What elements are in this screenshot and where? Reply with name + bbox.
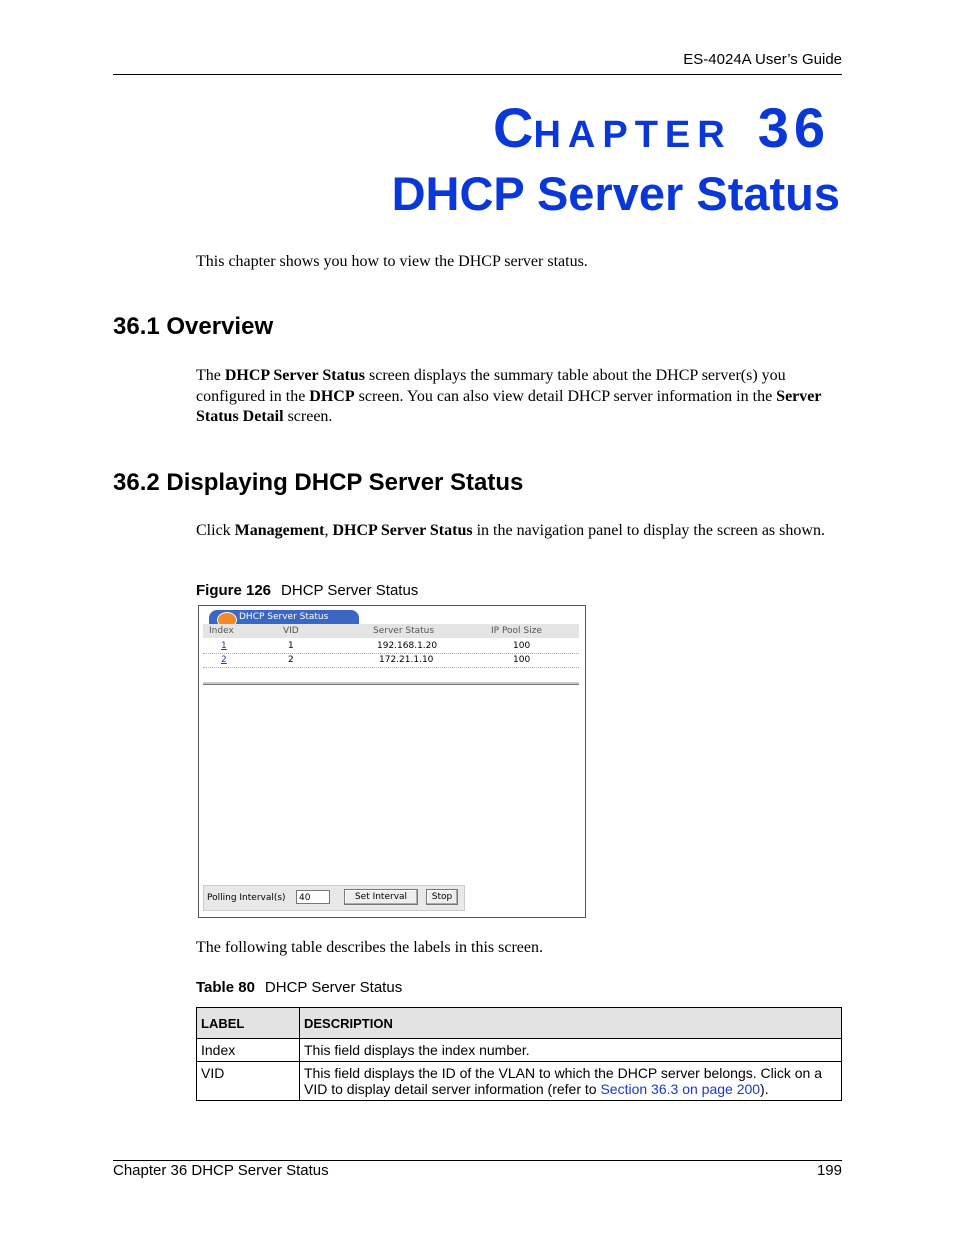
- server-status-value: 192.168.1.20: [377, 641, 438, 651]
- vid-value: 2: [288, 655, 294, 665]
- following-text: The following table describes the labels in this screen.: [196, 939, 544, 956]
- description-column-header: DESCRIPTION: [300, 1008, 842, 1039]
- label-column-header: LABEL: [197, 1008, 300, 1039]
- table-divider: [203, 682, 579, 685]
- section-cross-reference-link[interactable]: Section 36.3 on page 200: [600, 1081, 761, 1097]
- row-label: Index: [197, 1039, 300, 1062]
- footer-rule: [113, 1160, 842, 1161]
- table-header-row: [197, 1008, 842, 1039]
- chapter-number: 36: [757, 96, 830, 159]
- chapter-number-heading: [493, 95, 830, 160]
- table-caption: Table 80 DHCP Server Status: [196, 979, 403, 996]
- overview-paragraph: The DHCP Server Status screen displays the summary table about the DHCP server(s) you configured in the DHCP screen. You can also view detail DHCP server information in the Server Status Detail screen.: [196, 367, 822, 425]
- screen-tab[interactable]: [209, 610, 359, 624]
- table-row: [203, 653, 579, 668]
- col-server-status: Server Status: [373, 626, 435, 636]
- chapter-title: DHCP Server Status: [391, 167, 840, 220]
- col-vid: VID: [283, 626, 299, 636]
- polling-bar: [203, 885, 465, 911]
- vid-value: 1: [288, 641, 294, 651]
- set-interval-button[interactable]: Set Interval: [344, 889, 418, 905]
- table-row: [203, 639, 579, 654]
- index-link[interactable]: 1: [221, 641, 227, 651]
- chapter-word-rest: HAPTER: [533, 114, 732, 156]
- section-displaying-heading: 36.2 Displaying DHCP Server Status: [113, 469, 524, 496]
- polling-interval-input[interactable]: 40: [296, 890, 330, 904]
- label-description-table: [196, 1007, 842, 1101]
- status-table-header: [203, 624, 579, 638]
- section-overview-heading: 36.1 Overview: [113, 313, 274, 340]
- col-index: Index: [209, 626, 234, 636]
- pool-size-value: 100: [513, 641, 531, 651]
- guide-title: ES-4024A User’s Guide: [683, 51, 842, 68]
- row-description: This field displays the index number.: [300, 1039, 842, 1062]
- stop-button[interactable]: Stop: [426, 889, 458, 905]
- server-status-value: 172.21.1.10: [379, 655, 434, 665]
- dhcp-status-screenshot: [198, 605, 586, 918]
- figure-caption: Figure 126 DHCP Server Status: [196, 582, 419, 599]
- pool-size-value: 100: [513, 655, 531, 665]
- polling-interval-label: Polling Interval(s): [207, 893, 286, 903]
- row-description: This field displays the ID of the VLAN to which the DHCP server belongs. Click on a VID to display detail server information (refer to Section 36.3 on page 200).: [300, 1062, 842, 1101]
- row-label: VID: [197, 1062, 300, 1101]
- footer-chapter-title: Chapter 36 DHCP Server Status: [113, 1162, 329, 1179]
- chapter-cap-letter: C: [493, 96, 534, 159]
- table-row: [197, 1062, 842, 1101]
- page-number: 199: [816, 1162, 842, 1179]
- index-link[interactable]: 2: [221, 655, 227, 665]
- table-row: [197, 1039, 842, 1062]
- col-ip-pool-size: IP Pool Size: [491, 626, 542, 636]
- screen-tab-title: DHCP Server Status: [239, 612, 329, 622]
- displaying-paragraph: Click Management, DHCP Server Status in the navigation panel to display the screen as shown.: [196, 522, 825, 539]
- intro-paragraph: This chapter shows you how to view the DHCP server status.: [196, 253, 588, 270]
- header-rule: [113, 74, 842, 75]
